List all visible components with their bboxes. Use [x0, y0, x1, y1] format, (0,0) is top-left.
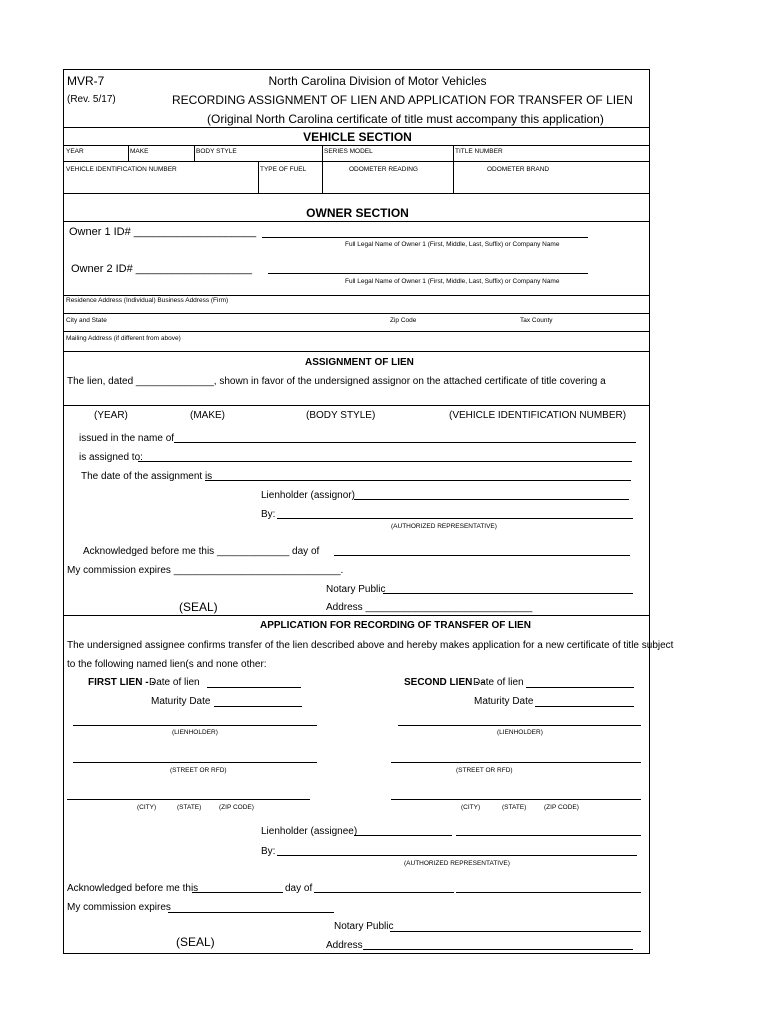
app-address-label: Address	[326, 940, 363, 951]
odometer-reading-field[interactable]: ODOMETER READING	[349, 166, 418, 173]
form-revision: (Rev. 5/17)	[67, 94, 116, 105]
assigned-to-line[interactable]	[138, 461, 632, 462]
owner1-name-line[interactable]	[262, 237, 588, 238]
assignee-by-line[interactable]	[277, 855, 637, 856]
issued-in-name-line[interactable]	[174, 442, 636, 443]
assignor-by-label: By:	[261, 509, 276, 520]
first-city-caption: (CITY)	[137, 804, 157, 811]
first-lienholder-caption: (LIENHOLDER)	[172, 729, 218, 736]
first-street-caption: (STREET OR RFD)	[170, 767, 227, 774]
app-acknowledged-label: Acknowledged before me this	[67, 883, 199, 894]
app-commission-line[interactable]	[168, 912, 334, 913]
vin-column: (VEHICLE IDENTIFICATION NUMBER)	[449, 410, 627, 421]
app-acknowledged-line[interactable]	[192, 892, 283, 893]
notary-public-label: Notary Public	[326, 584, 386, 595]
confirm-text-2: to the following named lien(s and none other:	[67, 659, 267, 670]
app-day-of-label: day of	[285, 883, 313, 894]
second-state-caption: (STATE)	[502, 804, 527, 811]
assignee-by-label: By:	[261, 846, 276, 857]
first-maturity-line[interactable]	[214, 706, 302, 707]
first-street-line[interactable]	[73, 762, 317, 763]
fuel-type-field[interactable]: TYPE OF FUEL	[260, 166, 307, 173]
first-city-line[interactable]	[67, 799, 310, 800]
owner2-id-field[interactable]: Owner 2 ID# ___________________	[71, 263, 253, 275]
vehicle-section-heading: VEHICLE SECTION	[303, 130, 412, 144]
lienholder-assignee-line-2[interactable]	[456, 835, 641, 836]
first-state-caption: (STATE)	[177, 804, 202, 811]
second-street-line[interactable]	[391, 762, 641, 763]
first-lien-date-label: Date of lien	[149, 677, 200, 688]
seal-label: (SEAL)	[179, 600, 218, 614]
make-field[interactable]: MAKE	[130, 148, 149, 155]
form-title: RECORDING ASSIGNMENT OF LIEN AND APPLICATION FOR TRANSFER OF LIEN	[172, 93, 633, 107]
app-notary-line[interactable]	[390, 931, 641, 932]
app-commission-label: My commission expires	[67, 902, 171, 913]
body-style-column: (BODY STYLE)	[306, 410, 376, 421]
residence-address-field[interactable]: Residence Address (Individual) Business Address (Firm)	[66, 297, 229, 304]
lienholder-assignor-label: Lienholder (assignor)	[261, 490, 355, 501]
title-number-field[interactable]: TITLE NUMBER	[455, 148, 503, 155]
tax-county-field[interactable]: Tax County	[520, 317, 553, 324]
issued-in-name-label: issued in the name of	[79, 433, 175, 444]
app-day-of-line-1[interactable]	[314, 892, 454, 893]
assignor-by-line[interactable]	[277, 518, 633, 519]
second-city-caption: (CITY)	[461, 804, 481, 811]
acknowledged-line[interactable]	[334, 555, 630, 556]
second-maturity-label: Maturity Date	[474, 696, 534, 707]
form-subtitle: (Original North Carolina certificate of title must accompany this application)	[207, 112, 604, 126]
lienholder-assignee-label: Lienholder (assignee)	[261, 826, 358, 837]
vin-field[interactable]: VEHICLE IDENTIFICATION NUMBER	[66, 166, 177, 173]
second-city-line[interactable]	[391, 799, 641, 800]
confirm-text: The undersigned assignee confirms transfer of the lien described above and hereby makes application for a new certificate of title subject	[67, 640, 674, 651]
mailing-address-field[interactable]: Mailing Address (if different from above)	[66, 335, 181, 342]
make-column: (MAKE)	[190, 410, 225, 421]
second-lienholder-line[interactable]	[398, 725, 641, 726]
commission-expires-text[interactable]: My commission expires ______________________________.	[67, 565, 344, 576]
lienholder-assignee-line-1[interactable]	[354, 835, 452, 836]
assignment-date-line[interactable]	[205, 480, 631, 481]
assignor-rep-caption: (AUTHORIZED REPRESENTATIVE)	[391, 523, 497, 530]
mvr7-form	[63, 69, 674, 954]
app-seal-label: (SEAL)	[176, 935, 215, 949]
first-lien-date-line[interactable]	[207, 687, 301, 688]
second-lienholder-caption: (LIENHOLDER)	[497, 729, 543, 736]
series-model-field[interactable]: SERIES MODEL	[324, 148, 373, 155]
year-column: (YEAR)	[94, 410, 128, 421]
owner1-id-field[interactable]: Owner 1 ID# ____________________	[69, 226, 257, 238]
app-day-of-line-2[interactable]	[456, 892, 641, 893]
assignment-date-label: The date of the assignment is	[81, 471, 213, 482]
agency-name: North Carolina Division of Motor Vehicles	[268, 74, 487, 88]
owner2-name-line[interactable]	[268, 273, 588, 274]
second-lien-date-label: Date of lien	[473, 677, 524, 688]
first-zip-caption: (ZIP CODE)	[219, 804, 254, 811]
form-id: MVR-7	[67, 74, 105, 88]
year-field[interactable]: YEAR	[66, 148, 84, 155]
notary-public-line[interactable]	[383, 593, 633, 594]
second-maturity-line[interactable]	[535, 706, 634, 707]
second-lien-label: SECOND LIEN - -	[404, 677, 485, 688]
zip-code-field[interactable]: Zip Code	[390, 317, 417, 324]
notary-address-text[interactable]: Address ______________________________	[326, 602, 533, 613]
app-address-line[interactable]	[363, 949, 633, 950]
second-zip-caption: (ZIP CODE)	[544, 804, 579, 811]
body-style-field[interactable]: BODY STYLE	[196, 148, 237, 155]
assigned-to-label: is assigned to:	[79, 452, 143, 463]
city-state-field[interactable]: City and State	[66, 317, 107, 324]
second-lien-date-line[interactable]	[526, 687, 634, 688]
first-lien-label: FIRST LIEN - -	[88, 677, 155, 688]
first-lienholder-line[interactable]	[73, 725, 317, 726]
lienholder-assignor-line[interactable]	[354, 499, 629, 500]
first-maturity-label: Maturity Date	[151, 696, 211, 707]
owner2-name-caption: Full Legal Name of Owner 1 (First, Middle, Last, Suffix) or Company Name	[345, 278, 560, 285]
odometer-brand-field[interactable]: ODOMETER BRAND	[487, 166, 550, 173]
second-street-caption: (STREET OR RFD)	[456, 767, 513, 774]
owner-section-heading: OWNER SECTION	[306, 206, 409, 220]
application-heading: APPLICATION FOR RECORDING OF TRANSFER OF LIEN	[260, 620, 531, 631]
assignment-heading: ASSIGNMENT OF LIEN	[305, 357, 414, 368]
app-notary-label: Notary Public	[334, 921, 394, 932]
owner1-name-caption: Full Legal Name of Owner 1 (First, Middle, Last, Suffix) or Company Name	[345, 241, 560, 248]
acknowledged-text[interactable]: Acknowledged before me this _____________ day of	[83, 546, 320, 557]
assignee-rep-caption: (AUTHORIZED REPRESENTATIVE)	[404, 860, 510, 867]
lien-dated-text[interactable]: The lien, dated ______________, shown in favor of the undersigned assignor on the attached certificate of title covering a	[67, 376, 606, 387]
